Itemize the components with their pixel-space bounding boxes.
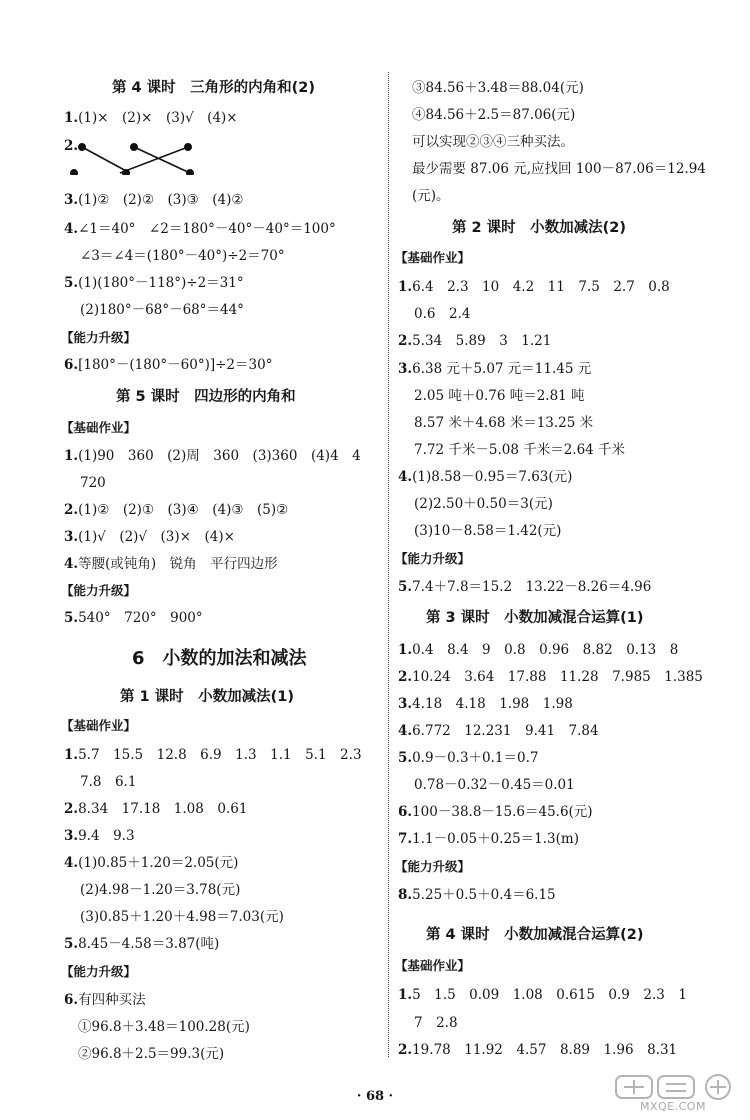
answer-line: 4.(1)8.58－0.95＝7.63(元): [398, 469, 573, 485]
chapter6-lesson-1-title: 第 1 课时 小数加减法(1): [120, 689, 295, 705]
answer-line: 2.19.78 11.92 4.57 8.89 1.96 8.31: [398, 1042, 678, 1058]
lesson-2-title: 第 2 课时 小数加减法(2): [452, 220, 627, 236]
answer-line: 720: [80, 475, 106, 491]
answer-line: ②96.8＋2.5＝99.3(元): [78, 1046, 225, 1062]
answer-line: 7.72 千米－5.08 千米＝2.64 千米: [414, 442, 626, 458]
ability-upgrade-label: 【能力升级】: [61, 330, 137, 345]
answer-line: 5.7.4＋7.8＝15.2 13.22－8.26＝4.96: [398, 579, 652, 595]
answer-line: 6.[180°－(180°－60°)]÷2＝30°: [64, 357, 273, 373]
answer-line: 0.6 2.4: [414, 306, 471, 322]
answer-line: 7.8 6.1: [80, 774, 137, 790]
answer-line: 2.5.34 5.89 3 1.21: [398, 333, 552, 349]
ability-upgrade-label: 【能力升级】: [61, 583, 137, 598]
answer-line: ④84.56＋2.5＝87.06(元): [412, 107, 576, 123]
lesson-3-title: 第 3 课时 小数加减混合运算(1): [426, 610, 644, 626]
watermark-logo-icon: [610, 1072, 748, 1102]
answer-line: (2)4.98－1.20＝3.78(元): [80, 882, 241, 898]
answer-line: 2.: [64, 138, 79, 154]
answer-line: 1.5.7 15.5 12.8 6.9 1.3 1.1 5.1 2.3: [64, 747, 362, 763]
ability-upgrade-label: 【能力升级】: [395, 859, 471, 874]
page-number: · 68 ·: [356, 1089, 394, 1104]
answer-line: 3.6.38 元＋5.07 元＝11.45 元: [398, 361, 592, 377]
answer-line: 2.05 吨＋0.76 吨＝2.81 吨: [414, 388, 585, 404]
answer-line: 8.57 米＋4.68 米＝13.25 米: [414, 415, 594, 431]
ability-upgrade-label: 【能力升级】: [61, 964, 137, 979]
matching-lines-diagram: [64, 137, 204, 175]
answer-line: (元)。: [412, 188, 450, 204]
answer-line: 3.9.4 9.3: [64, 828, 135, 844]
answer-line: 1.0.4 8.4 9 0.8 0.96 8.82 0.13 8: [398, 642, 679, 658]
chapter-title: 6 小数的加法和减法: [132, 648, 307, 669]
answer-line: (3)10－8.58＝1.42(元): [414, 523, 562, 539]
lesson-5-title: 第 5 课时 四边形的内角和: [116, 389, 296, 405]
answer-line: 7.1.1－0.05＋0.25＝1.3(m): [398, 831, 579, 847]
answer-line: 2.10.24 3.64 17.88 11.28 7.985 1.385: [398, 669, 703, 685]
answer-line: 1.6.4 2.3 10 4.2 11 7.5 2.7 0.8: [398, 279, 670, 295]
answer-line: 4.等腰(或钝角) 锐角 平行四边形: [64, 556, 278, 572]
answer-line: (2)2.50＋0.50＝3(元): [414, 496, 553, 512]
basic-homework-label: 【基础作业】: [395, 958, 471, 973]
answer-line: 6.有四种买法: [64, 992, 146, 1008]
answer-line: ①96.8＋3.48＝100.28(元): [78, 1019, 250, 1035]
answer-line: 4.6.772 12.231 9.41 7.84: [398, 723, 599, 739]
answer-line: 5.0.9－0.3＋0.1＝0.7: [398, 750, 539, 766]
lesson-4-mixed-title: 第 4 课时 小数加减混合运算(2): [426, 927, 644, 943]
basic-homework-label: 【基础作业】: [61, 420, 137, 435]
answer-line: (2)180°－68°－68°＝44°: [80, 302, 244, 318]
answer-line: 4.∠1＝40° ∠2＝180°－40°－40°＝100°: [64, 221, 336, 237]
answer-line: 7 2.8: [414, 1015, 458, 1031]
answer-line: 6.100－38.8－15.6＝45.6(元): [398, 804, 593, 820]
answer-line: 5.(1)(180°－118°)÷2＝31°: [64, 275, 244, 291]
answer-line: 3.(1)√ (2)√ (3)× (4)×: [64, 529, 235, 545]
basic-homework-label: 【基础作业】: [395, 250, 471, 265]
watermark-logo: [610, 1072, 748, 1118]
answer-line: 0.78－0.32－0.45＝0.01: [414, 777, 575, 793]
answer-line: ③84.56＋3.48＝88.04(元): [412, 80, 584, 96]
answer-line: (3)0.85＋1.20＋4.98＝7.03(元): [80, 909, 284, 925]
answer-line: 1.5 1.5 0.09 1.08 0.615 0.9 2.3 1: [398, 987, 687, 1003]
answer-line: 3.4.18 4.18 1.98 1.98: [398, 696, 573, 712]
answer-line: 可以实现②③④三种买法。: [412, 134, 574, 150]
answer-line: 4.(1)0.85＋1.20＝2.05(元): [64, 855, 239, 871]
lesson-4-title: 第 4 课时 三角形的内角和(2): [112, 80, 316, 96]
basic-homework-label: 【基础作业】: [61, 718, 137, 733]
answer-line: 5.8.45－4.58＝3.87(吨): [64, 936, 220, 952]
watermark-text: MXQE.COM: [640, 1100, 706, 1113]
answer-line: 1.(1)× (2)× (3)√ (4)×: [64, 110, 238, 126]
answer-line: ∠3＝∠4＝(180°－40°)÷2＝70°: [80, 248, 285, 264]
column-divider: [388, 72, 389, 1057]
answer-line: 3.(1)② (2)② (3)③ (4)②: [64, 192, 244, 208]
answer-line: 最少需要 87.06 元,应找回 100－87.06＝12.94: [412, 161, 706, 177]
ability-upgrade-label: 【能力升级】: [395, 551, 471, 566]
answer-line: 8.5.25＋0.5＋0.4＝6.15: [398, 887, 556, 903]
answer-line: 2.8.34 17.18 1.08 0.61: [64, 801, 248, 817]
answer-line: 2.(1)② (2)① (3)④ (4)③ (5)②: [64, 502, 289, 518]
answer-line: 5.540° 720° 900°: [64, 610, 203, 626]
answer-line: 1.(1)90 360 (2)周 360 (3)360 (4)4 4: [64, 448, 361, 464]
